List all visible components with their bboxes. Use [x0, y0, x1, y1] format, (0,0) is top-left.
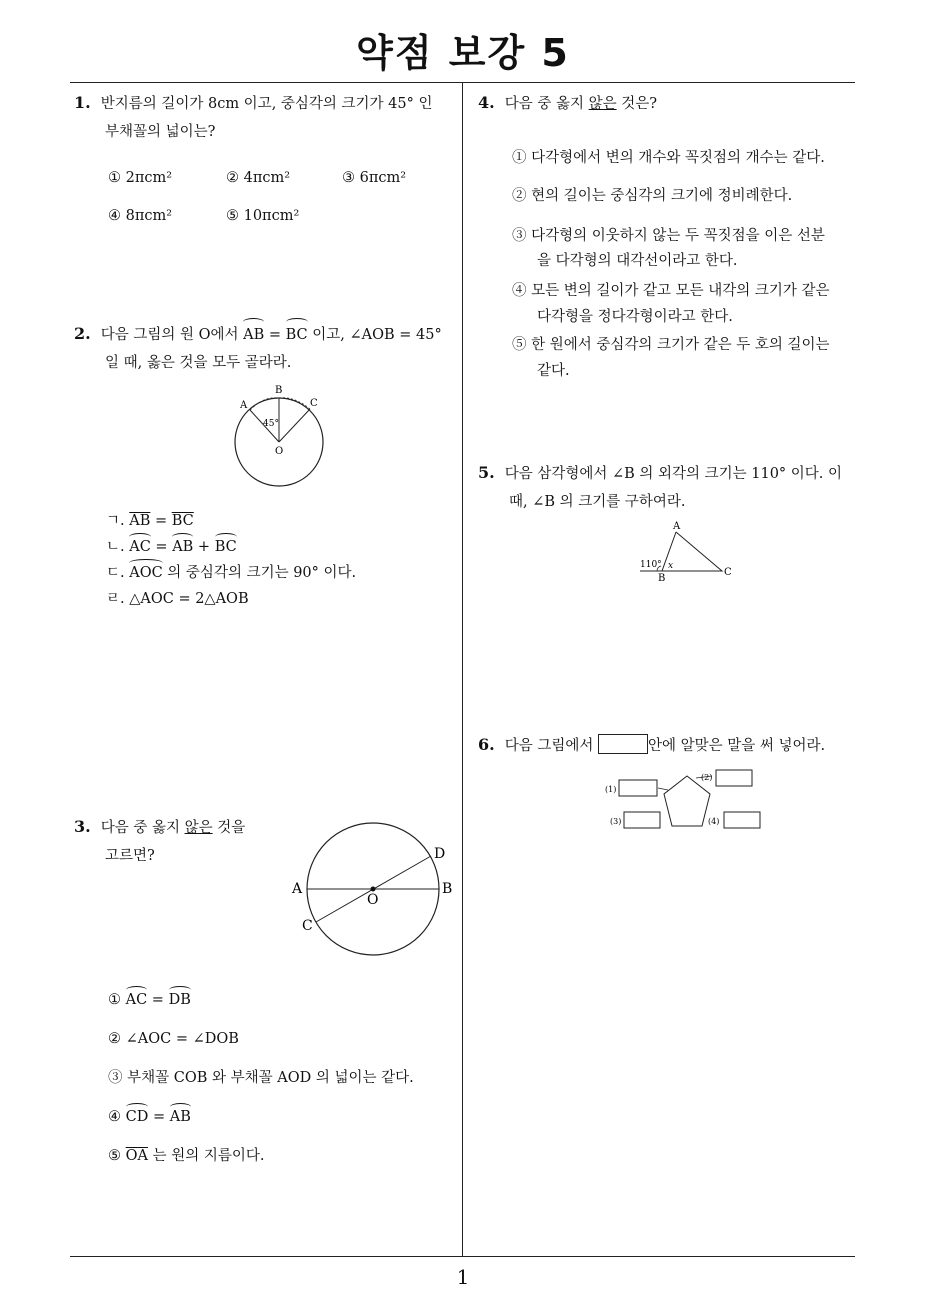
answer-blank [598, 734, 648, 754]
arc-ab: AB [172, 536, 193, 558]
q4-option-3[interactable]: ③ 다각형의 이웃하지 않는 두 꼭짓점을 이은 선분 [512, 228, 825, 244]
q4-option-3-cont: 을 다각형의 대각선이라고 한다. [537, 253, 738, 269]
arc-ac: AC [129, 536, 151, 558]
q4-option-4-cont: 다각형을 정다각형이라고 한다. [537, 309, 733, 325]
q4-option-5[interactable]: ⑤ 한 원에서 중심각의 크기가 같은 두 호의 길이는 [512, 337, 830, 353]
answer-box-2[interactable] [716, 770, 752, 786]
equals-sign: = [150, 513, 172, 529]
q2-item-2 [106, 536, 237, 558]
segment-oa: $\overline{OA}$ [125, 1148, 148, 1164]
label-a: A [240, 400, 248, 411]
option-text: ∠AOC = ∠DOB [125, 1031, 239, 1047]
label-1: (1) [605, 785, 617, 794]
q1-option-1[interactable]: ① 2πcm² [108, 170, 173, 186]
label-c: C [302, 918, 313, 934]
label-c: C [724, 567, 732, 578]
label-b: B [442, 881, 453, 897]
label-a: A [673, 521, 681, 532]
radius-oc [279, 409, 310, 442]
question-3 [74, 813, 294, 870]
column-divider [462, 83, 463, 1257]
q1-option-5[interactable]: ⑤ 10πcm² [226, 208, 300, 224]
question-text: 이고, ∠AOB = 45° [307, 327, 442, 343]
question-number: 2. [74, 324, 91, 343]
q4-option-4[interactable]: ④ 모든 변의 길이가 같고 모든 내각의 크기가 같은 [512, 283, 830, 299]
question-text: 다음 중 옳지 [504, 96, 589, 112]
page-title: 약점 보강 5 [356, 31, 570, 75]
option-mark: ② [108, 1031, 126, 1047]
equals-sign: = [264, 327, 286, 343]
circle-figure-q2 [228, 382, 338, 490]
arc-ac: AC [126, 989, 148, 1011]
label-b: B [275, 385, 283, 396]
question-text: 다음 중 옳지 [100, 820, 185, 836]
q3-option-2[interactable] [108, 1028, 239, 1050]
q4-option-5-cont: 같다. [537, 363, 570, 379]
triangle-figure-q5 [636, 518, 746, 586]
question-2 [74, 320, 459, 377]
item-label: ㄷ. [106, 565, 130, 581]
emphasis-text: 않은 [184, 820, 213, 836]
label-c: C [310, 398, 318, 409]
arc-bc: BC [286, 321, 308, 349]
pentagon [664, 776, 710, 826]
page-number: 1 [456, 1265, 470, 1289]
option-mark: ⑤ [108, 1148, 126, 1164]
question-text: 고르면? [105, 848, 155, 864]
question-4 [478, 89, 858, 118]
question-text: 반지름의 길이가 8cm 이고, 중심각의 크기가 45° 인 [100, 96, 433, 112]
question-text: 다음 삼각형에서 ∠B 의 외각의 크기는 110° 이다. 이 [504, 466, 843, 482]
question-text: 것은? [616, 96, 657, 112]
arc-ab: AB [170, 1106, 191, 1128]
question-text: 안에 알맞은 말을 써 넣어라. [647, 738, 826, 754]
chord-ab [250, 398, 279, 410]
question-number: 5. [478, 463, 495, 482]
answer-box-3[interactable] [624, 812, 660, 828]
segment-bc: $\overline{BC}$ [171, 513, 194, 529]
bottom-divider [70, 1256, 855, 1257]
item-label: ㄹ. [106, 591, 130, 607]
q4-option-2[interactable]: ② 현의 길이는 중심각의 크기에 정비례한다. [512, 188, 793, 204]
arc-bc: BC [215, 536, 237, 558]
option-text: 부채꼴 COB 와 부채꼴 AOD 의 넓이는 같다. [127, 1070, 414, 1086]
question-text: 때, ∠B 의 크기를 구하여라. [509, 494, 686, 510]
option-mark: ① [108, 992, 126, 1008]
equals-sign: = [150, 539, 173, 555]
question-number: 4. [478, 93, 495, 112]
equals-sign: = [148, 1109, 170, 1125]
question-number: 1. [74, 93, 91, 112]
angle-label: 45° [263, 419, 279, 429]
answer-box-4[interactable] [724, 812, 760, 828]
segment-ab: $\overline{AB}$ [129, 513, 151, 529]
q2-item-1 [106, 510, 194, 532]
pentagon-figure-q6 [602, 766, 767, 834]
q4-option-1[interactable]: ① 다각형에서 변의 개수와 꼭짓점의 개수는 같다. [512, 150, 825, 166]
q2-item-3 [106, 562, 356, 584]
question-1 [74, 89, 459, 146]
arc-aoc: AOC [129, 562, 162, 584]
item-label: ㄱ. [106, 513, 130, 529]
question-text: 것을 [212, 820, 246, 836]
q1-option-4[interactable]: ④ 8πcm² [108, 208, 173, 224]
center-point [371, 887, 376, 892]
label-o: O [367, 892, 379, 908]
question-text: 다음 그림의 원 O에서 [100, 327, 239, 343]
q3-option-1[interactable] [108, 989, 191, 1011]
question-5 [478, 459, 863, 516]
question-number: 6. [478, 735, 495, 754]
answer-box-1[interactable] [619, 780, 657, 796]
equals-sign: = [147, 992, 169, 1008]
question-text: 다음 그림에서 [504, 738, 594, 754]
option-mark: ④ [108, 1109, 126, 1125]
arc-ab: AB [243, 321, 264, 349]
arc-db: DB [169, 989, 191, 1011]
q3-option-4[interactable] [108, 1106, 191, 1128]
arc-cd: CD [126, 1106, 149, 1128]
question-6 [478, 731, 863, 760]
item-text: 의 중심각의 크기는 90° 이다. [162, 565, 357, 581]
question-text: 부채꼴의 넓이는? [105, 124, 216, 140]
question-number: 3. [74, 817, 91, 836]
q3-option-5[interactable] [108, 1145, 264, 1167]
label-d: D [434, 846, 446, 862]
q1-option-3[interactable]: ③ 6πcm² [342, 170, 407, 186]
label-o: O [275, 446, 284, 457]
option-mark: ③ [108, 1070, 128, 1086]
option-text: 는 원의 지름이다. [147, 1148, 265, 1164]
label-4: (4) [708, 817, 720, 826]
item-label: ㄴ. [106, 539, 130, 555]
question-text: 일 때, 옳은 것을 모두 골라라. [105, 355, 292, 371]
q3-option-3[interactable] [108, 1067, 414, 1089]
pointer-line-1 [658, 788, 668, 790]
plus-sign: + [193, 539, 215, 555]
q1-option-2[interactable]: ② 4πcm² [226, 170, 291, 186]
label-a: A [292, 881, 303, 897]
label-3: (3) [610, 817, 622, 826]
q2-item-4 [106, 588, 249, 610]
label-b: B [658, 573, 666, 584]
label-2: (2) [701, 773, 713, 782]
angle-label: 110° [640, 560, 662, 570]
item-text: △AOC = 2△AOB [129, 591, 249, 607]
circle-figure-q3 [288, 820, 463, 965]
unknown-label: x [668, 561, 674, 571]
emphasis-text: 않은 [588, 96, 617, 112]
